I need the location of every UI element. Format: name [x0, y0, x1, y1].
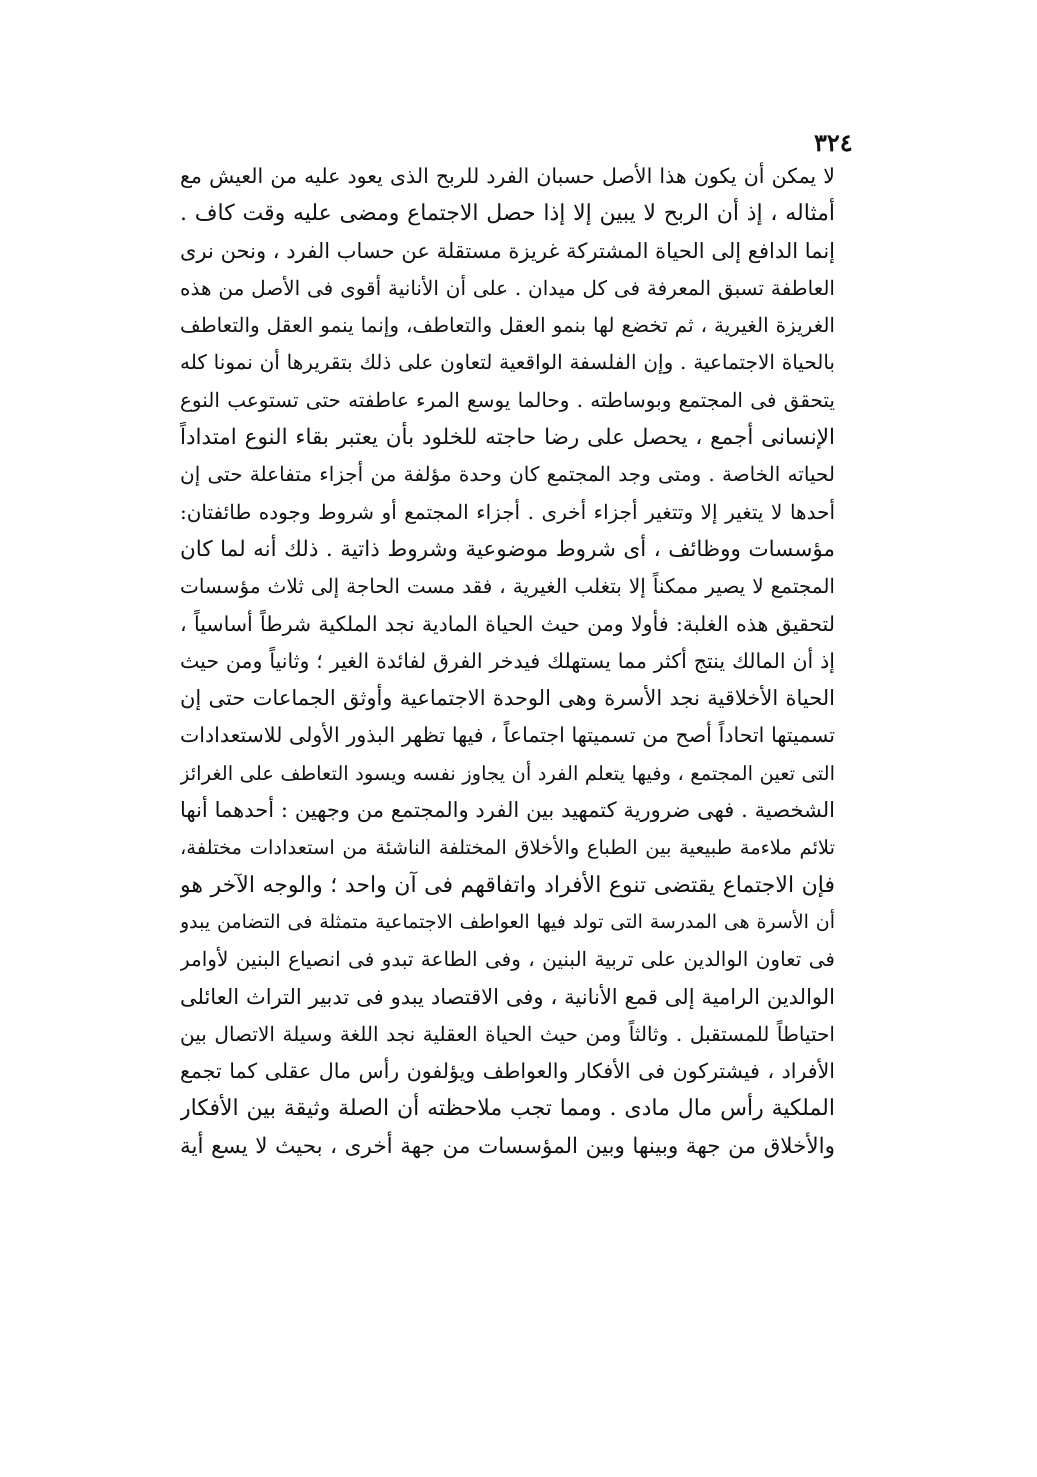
text-line-19: تلائم ملاءمة طبيعية بين الطباع والأخلاق المختلفة الناشئة من استعدادات مختلفة،: [180, 836, 835, 860]
text-line-11: مؤسسات ووظائف ، أى شروط موضوعية وشروط ذاتية . ذلك أنه لما كان: [180, 536, 835, 562]
text-line-4: العاطفة تسبق المعرفة فى كل ميدان . على أن الأنانية أقوى فى الأصل من هذه: [180, 275, 835, 300]
text-line-22: فى تعاون الوالدين على تربية البنين ، وفى الطاعة تبدو فى انصياع البنين لأوامر: [180, 947, 835, 972]
text-line-25: الأفراد ، فيشتركون فى الأفكار والعواطف ويؤلفون رأس مال عقلى كما تجمع: [180, 1059, 835, 1084]
text-line-15: الحياة الأخلاقية نجد الأسرة وهى الوحدة الاجتماعية وأوثق الجماعات حتى إن: [180, 686, 835, 711]
text-line-20: فإن الاجتماع يقتضى تنوع الأفراد واتفاقهم فى آن واحد ؛ والوجه الآخر هو: [180, 872, 835, 898]
text-line-10: أحدها لا يتغير إلا وتتغير أجزاء أخرى . أجزاء المجتمع أو شروط وجوده طائفتان:: [180, 499, 835, 524]
text-line-26: الملكية رأس مال مادى . ومما تجب ملاحظته أن الصلة وثيقة بين الأفكار: [180, 1096, 835, 1122]
page-number: ٣٢٤: [814, 128, 853, 157]
text-line-17: التى تعين المجتمع ، وفيها يتعلم الفرد أن يجاوز نفسه ويسود التعاطف على الغرائز: [180, 761, 835, 785]
text-line-16: تسميتها اتحاداً أصح من تسميتها اجتماعاً ، فيها تظهر البذور الأولى للاستعدادات: [180, 723, 835, 748]
text-line-12: المجتمع لا يصير ممكناً إلا بتغلب الغيرية ، فقد مست الحاجة إلى ثلاث مؤسسات: [180, 574, 835, 599]
text-line-8: الإنسانى أجمع ، يحصل على رضا حاجته للخلود بأن يعتبر بقاء النوع امتداداً: [180, 425, 835, 451]
text-line-24: احتياطاً للمستقبل . وثالثاً ومن حيث الحياة العقلية نجد اللغة وسيلة الاتصال بين: [180, 1021, 835, 1046]
text-line-21: أن الأسرة هى المدرسة التى تولد فيها العواطف الاجتماعية متمثلة فى التضامن يبدو: [180, 910, 835, 933]
text-line-27: والأخلاق من جهة وبينها وبين المؤسسات من جهة أخرى ، بحيث لا يسع أية: [180, 1133, 835, 1159]
text-line-1: لا يمكن أن يكون هذا الأصل حسبان الفرد للربح الذى يعود عليه من العيش مع: [180, 164, 835, 188]
text-line-18: الشخصية . فهى ضرورية كتمهيد بين الفرد والمجتمع من وجهين : أحدهما أنها: [180, 798, 835, 823]
text-line-6: بالحياة الاجتماعية . وإن الفلسفة الواقعية لتعاون على ذلك بتقريرها أن نمونا كله: [180, 350, 835, 375]
text-line-23: الوالدين الرامية إلى قمع الأنانية ، وفى الاقتصاد يبدو فى تدبير التراث العائلى: [180, 984, 835, 1009]
text-line-9: لحياته الخاصة . ومتى وجد المجتمع كان وحدة مؤلفة من أجزاء متفاعلة حتى إن: [180, 462, 835, 487]
body-text: [180, 158, 835, 1165]
text-line-3: إنما الدافع إلى الحياة المشتركة غريزة مستقلة عن حساب الفرد ، ونحن نرى: [180, 238, 835, 263]
text-line-7: يتحقق فى المجتمع وبوساطته . وحالما يوسع المرء عاطفته حتى تستوعب النوع: [180, 387, 835, 412]
text-line-5: الغريزة الغيرية ، ثم تخضع لها بنمو العقل والتعاطف، وإنما ينمو العقل والتعاطف: [180, 313, 835, 338]
text-line-2: أمثاله ، إذ أن الربح لا يبين إلا إذا حصل الاجتماع ومضى عليه وقت كاف .: [180, 201, 835, 227]
text-line-13: لتحقيق هذه الغلبة: فأولا ومن حيث الحياة المادية نجد الملكية شرطاً أساسياً ،: [180, 611, 835, 636]
text-line-14: إذ أن المالك ينتج أكثر مما يستهلك فيدخر الفرق لفائدة الغير ؛ وثانياً ومن حيث: [180, 648, 835, 673]
